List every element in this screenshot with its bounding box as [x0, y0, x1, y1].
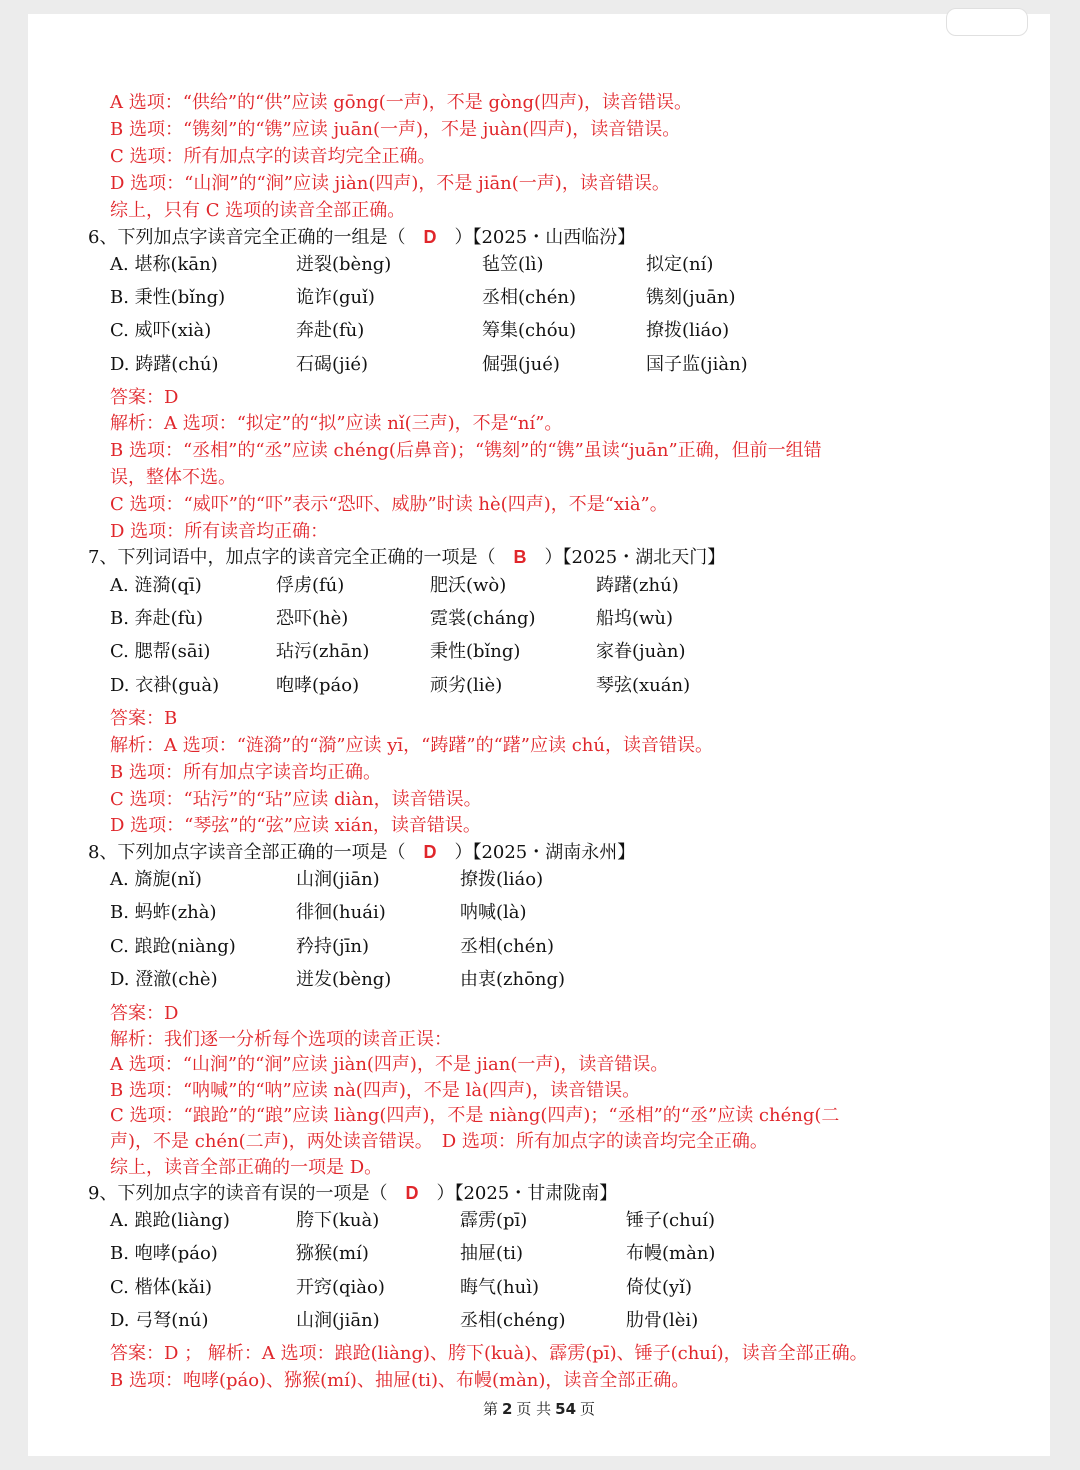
explain-line: C 选项：所有加点字的读音均完全正确。: [110, 146, 436, 167]
question-6-stem: 6、下列加点字读音完全正确的一组是（ D ）【2025・山西临汾】: [88, 227, 636, 248]
explain-line: 答案：D ； 解析：A 选项：踉跄(liàng)、胯下(kuà)、霹雳(pī)、锤子(chuí)，读音全部正确。: [110, 1343, 868, 1364]
explain-line: 声)，不是 chén(二声)，两处读音错误。 D 选项：所有加点字的读音均完全正确。: [110, 1131, 768, 1152]
explain-line: 答案：B: [110, 708, 178, 729]
question-6-answer: D: [423, 227, 437, 247]
question-7-stem: 7、下列词语中，加点字的读音完全正确的一项是（ B ）【2025・湖北天门】: [88, 547, 726, 568]
page-footer: 第 2 页 共 54 页: [482, 1400, 596, 1418]
corner-tab: [946, 8, 1028, 36]
explain-line: B 选项：咆哮(páo)、猕猴(mí)、抽屉(ti)、布幔(màn)，读音全部正确。: [110, 1370, 690, 1391]
explain-line: 解析：A 选项：“涟漪”的“漪”应读 yī，“踌躇”的“躇”应读 chú，读音错误。: [110, 735, 713, 756]
explain-line: D 选项：“山涧”的“涧”应读 jiàn(四声)，不是 jiān(一声)，读音错误。: [110, 173, 670, 194]
explain-line: 答案：D: [110, 1003, 179, 1024]
explain-line: B 选项：“镌刻”的“镌”应读 juān(一声)，不是 juàn(四声)，读音错误。: [110, 119, 681, 140]
question-8-stem: 8、下列加点字读音全部正确的一项是（ D ）【2025・湖南永州】: [88, 842, 636, 863]
explain-line: B 选项：“丞相”的“丞”应读 chéng(后鼻音)；“镌刻”的“镌”虽读“juān”正确，但前一组错: [110, 440, 822, 461]
explain-line: 综上，读音全部正确的一项是 D。: [110, 1157, 383, 1178]
explain-line: D 选项：“琴弦”的“弦”应读 xián，读音错误。: [110, 815, 481, 836]
question-8-answer: D: [423, 842, 437, 862]
explain-line: 解析：A 选项：“拟定”的“拟”应读 nǐ(三声)，不是“ní”。: [110, 413, 563, 434]
document-page: A 选项：“供给”的“供”应读 gōng(一声)，不是 gòng(四声)，读音错误。 B 选项：“镌刻”的“镌”应读 juān(一声)，不是 juàn(四声)，读音错误。 C 选项：所有加点字的读音均完全正确。 D 选项：“山涧”的“涧”应读 jiàn(四声)，不是 jiān(一声)，读音错误。 综上，只有 C 选项的读音全部正确。 6、下列加点字读音完全正确的一组是（ D ）【2025・山西临汾】 A. 堪称(kān) 迸裂(bèng) 毡笠(lì) 拟定(ní) B. 秉性(bǐng) 诡诈(guǐ) 丞相(chén) 镌刻(juān) C. 威吓(xià) 奔赴(fù) 筹集(chóu) 撩拨(liáo) D. 踌躇(chú) 石碣(jié) 倔强(jué) 国子监(jiàn) 答案：D 解析：A 选项：“拟定”的“拟”应读 nǐ(三声)，不是“ní”。 B 选项：“丞相”的“丞”应读 chéng(后鼻音)；“镌刻”的“镌”虽读“juān”正确，但前一组错 误，整体不选。 C 选项：“威吓”的“吓”表示“恐吓、威胁”时读 hè(四声)，不是“xià”。 D 选项：所有读音均正确： 7、下列词语中，加点字的读音完全正确的一项是（ B ）【2025・湖北天门】 A. 涟漪(qī) 俘虏(fú) 肥沃(wò) 踌躇(zhú) B. 奔赴(fù) 恐吓(hè) 霓裳(cháng) 船坞(wù) C. 腮帮(sāi) 玷污(zhān) 秉性(bǐng) 家眷(juàn) D. 衣褂(guà) 咆哮(páo) 顽劣(liè) 琴弦(xuán) 答案：B 解析：A 选项：“涟漪”的“漪”应读 yī，“踌躇”的“躇”应读 chú，读音错误。 B 选项：所有加点字读音均正确。 C 选项：“玷污”的“玷”应读 diàn，读音错误。 D 选项：“琴弦”的“弦”应读 xián，读音错误。 8、下列加点字读音全部正确的一项是（ D ）【2025・湖南永州】 A. 旖旎(nǐ) 山涧(jiān) 撩拨(liáo) B. 蚂蚱(zhà) 徘徊(huái) 呐喊(là) C. 踉跄(niàng) 矜持(jīn) 丞相(chén) D. 澄澈(chè) 迸发(bèng) 由衷(zhōng) 答案：D 解析：我们逐一分析每个选项的读音正误： A 选项：“山涧”的“涧”应读 jiàn(四声)，不是 jian(一声)，读音错误。 B 选项：“呐喊”的“呐”应读 nà(四声)，不是 là(四声)，读音错误。 C 选项：“踉跄”的“踉”应读 liàng(四声)，不是 niàng(四声)；“丞相”的“丞”应读 chéng(二 声)，不是 chén(二声)，两处读音错误。 D 选项：所有加点字的读音均完全正确。 综上，读音全部正确的一项是 D。 9、下列加点字的读音有误的一项是（ D ）【2025・甘肃陇南】 A. 踉跄(liàng) 胯下(kuà) 霹雳(pī) 锤子(chuí) B. 咆哮(páo) 猕猴(mí) 抽屉(ti) 布幔(màn) C. 楷体(kǎi) 开窍(qiào) 晦气(huì) 倚仗(yǐ) D. 弓弩(nú) 山涧(jiān) 丞相(chéng) 肋骨(lèi) 答案：D ； 解析：A 选项：踉跄(liàng)、胯下(kuà)、霹雳(pī)、锤子(chuí)，读音全部正确。 B 选项：咆哮(páo)、猕猴(mí)、抽屉(ti)、布幔(màn)，读音全部正确。 第 2 页 共 54 页: [28, 14, 1050, 1456]
explain-line: 误，整体不选。: [110, 467, 236, 488]
explain-line: A 选项：“供给”的“供”应读 gōng(一声)，不是 gòng(四声)，读音错误。: [110, 92, 693, 113]
explain-line: D 选项：所有读音均正确：: [110, 521, 329, 542]
explain-line: 综上，只有 C 选项的读音全部正确。: [110, 200, 406, 221]
explain-line: A 选项：“山涧”的“涧”应读 jiàn(四声)，不是 jian(一声)，读音错误。: [110, 1054, 669, 1075]
total-pages: 54: [555, 1400, 577, 1418]
explain-line: C 选项：“踉跄”的“踉”应读 liàng(四声)，不是 niàng(四声)；“丞相”的“丞”应读 chéng(二: [110, 1105, 840, 1126]
explain-line: 解析：我们逐一分析每个选项的读音正误：: [110, 1029, 452, 1050]
explain-line: 答案：D: [110, 387, 179, 408]
question-9-stem: 9、下列加点字的读音有误的一项是（ D ）【2025・甘肃陇南】: [88, 1183, 618, 1204]
explain-line: C 选项：“威吓”的“吓”表示“恐吓、威胁”时读 hè(四声)，不是“xià”。: [110, 494, 668, 515]
current-page: 2: [501, 1400, 513, 1418]
explain-line: B 选项：“呐喊”的“呐”应读 nà(四声)，不是 là(四声)，读音错误。: [110, 1080, 641, 1101]
question-7-answer: B: [513, 547, 527, 567]
explain-line: C 选项：“玷污”的“玷”应读 diàn，读音错误。: [110, 789, 482, 810]
question-9-answer: D: [405, 1183, 419, 1203]
explain-line: B 选项：所有加点字读音均正确。: [110, 762, 381, 783]
